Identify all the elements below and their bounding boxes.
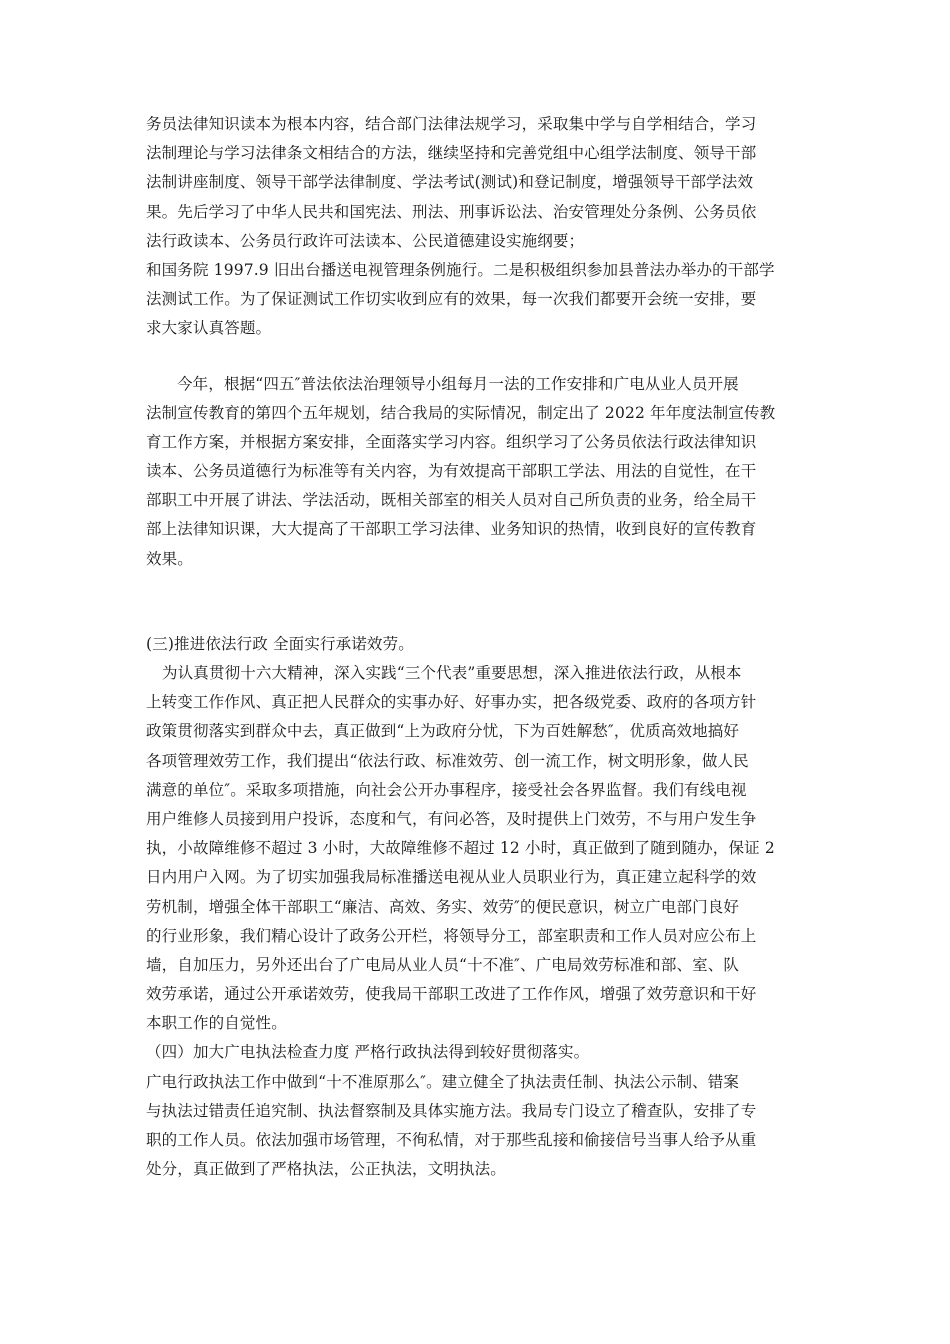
text-line: 执，小故障维修不超过 3 小时，大故障维修不超过 12 小时，真正做到了随到随办，保证 2: [146, 839, 775, 858]
section-administration: [146, 630, 810, 1185]
text-line: 职的工作人员。依法加强市场管理，不徇私情，对于那些乱接和偷接信号当事人给予从重: [146, 1131, 757, 1149]
text-line: 今年，根据“四五″普法依法治理领导小组每月一法的工作安排和广电从业人员开展: [177, 374, 739, 393]
text-line: 上转变工作作风、真正把人民群众的实事办好、好事办实，把各级党委、政府的各项方针: [146, 693, 757, 712]
text-line: 广电行政执法工作中做到“十不准原那么″。建立健全了执法责任制、执法公示制、错案: [146, 1072, 740, 1091]
text-line: 为认真贯彻十六大精神，深入实践“三个代表”重要思想，深入推进依法行政，从根本: [162, 664, 742, 682]
text-line: 务员法律知识读本为根本内容，结合部门法律法规学习，采取集中学与自学相结合，学习: [146, 115, 757, 133]
text-line: 效劳承诺，通过公开承诺效劳，使我局干部职工改进了工作作风，增强了效劳意识和干好: [146, 985, 757, 1004]
section-heading: (三)推进依法行政 全面实行承诺效劳。: [146, 634, 414, 653]
section-heading: （四）加大广电执法检查力度 严格行政执法得到较好贯彻落实。: [146, 1043, 590, 1062]
text-line: 育工作方案，并根据方案安排，全面落实学习内容。组织学习了公务员依法行政法律知识: [146, 432, 757, 451]
text-line: 法测试工作。为了保证测试工作切实收到应有的效果，每一次我们都要开会统一安排，要: [146, 290, 757, 309]
text-line: 劳机制，增强全体干部职工“廉洁、高效、务实、效劳″的便民意识，树立广电部门良好: [146, 897, 740, 916]
text-line: 的行业形象，我们精心设计了政务公开栏，将领导分工，部室职责和工作人员对应公布上: [146, 926, 757, 945]
text-line: 用户维修人员接到用户投诉，态度和气，有问必答，及时提供上门效劳，不与用户发生争: [146, 809, 757, 828]
paragraph-spacer: [146, 344, 810, 370]
text-line: 政策贯彻落实到群众中去，真正做到“上为政府分忧，下为百姓解愁″，优质高效地搞好: [146, 722, 740, 741]
text-line: 法制讲座制度、领导干部学法律制度、学法考试(测试)和登记制度，增强领导干部学法效: [146, 173, 754, 192]
paragraph-annual-plan: [146, 370, 810, 574]
text-line: 求大家认真答题。: [146, 319, 272, 338]
text-line: 读本、公务员道德行为标准等有关内容，为有效提高干部职工学法、用法的自觉性，在干: [146, 462, 757, 481]
text-line: 与执法过错责任追究制、执法督察制及具体实施方法。我局专门设立了稽查队，安排了专: [146, 1101, 757, 1120]
text-line: 日内用户入网。为了切实加强我局标准播送电视从业人员职业行为，真正建立起科学的效: [146, 868, 757, 887]
text-line: 果。先后学习了中华人民共和国宪法、刑法、刑事诉讼法、治安管理处分条例、公务员依: [146, 202, 757, 221]
text-line: 处分，真正做到了严格执法，公正执法，文明执法。: [146, 1160, 506, 1179]
text-line: 各项管理效劳工作，我们提出“依法行政、标准效劳、创一流工作，树文明形象，做人民: [146, 751, 749, 770]
text-line: 法制理论与学习法律条文相结合的方法，继续坚持和完善党组中心组学法制度、领导干部: [146, 144, 757, 163]
text-line: 部职工中开展了讲法、学法活动，既相关部室的相关人员对自己所负责的业务，给全局干: [146, 491, 757, 510]
text-line: 效果。: [146, 549, 193, 568]
document-page: [146, 110, 810, 1184]
text-line: 法制宣传教育的第四个五年规划，结合我局的实际情况，制定出了 2022 年年度法制宣传教: [146, 403, 776, 422]
text-line: 墙，自加压力，另外还出台了广电局从业人员“十不准″、广电局效劳标准和部、室、队: [146, 955, 740, 974]
text-line: 法行政读本、公务员行政许可法读本、公民道德建设实施纲要；: [146, 231, 585, 250]
paragraph-study-content: [146, 110, 810, 344]
text-line: 满意的单位″。采取多项措施，向社会公开办事程序，接受社会各界监督。我们有线电视: [146, 780, 747, 799]
text-line: 本职工作的自觉性。: [146, 1014, 287, 1033]
section-spacer: [146, 574, 810, 630]
text-line: 部上法律知识课，大大提高了干部职工学习法律、业务知识的热情，收到良好的宣传教育: [146, 520, 757, 539]
text-line: 和国务院 1997.9 旧出台播送电视管理条例施行。二是积极组织参加县普法办举办的干部学: [146, 260, 775, 279]
